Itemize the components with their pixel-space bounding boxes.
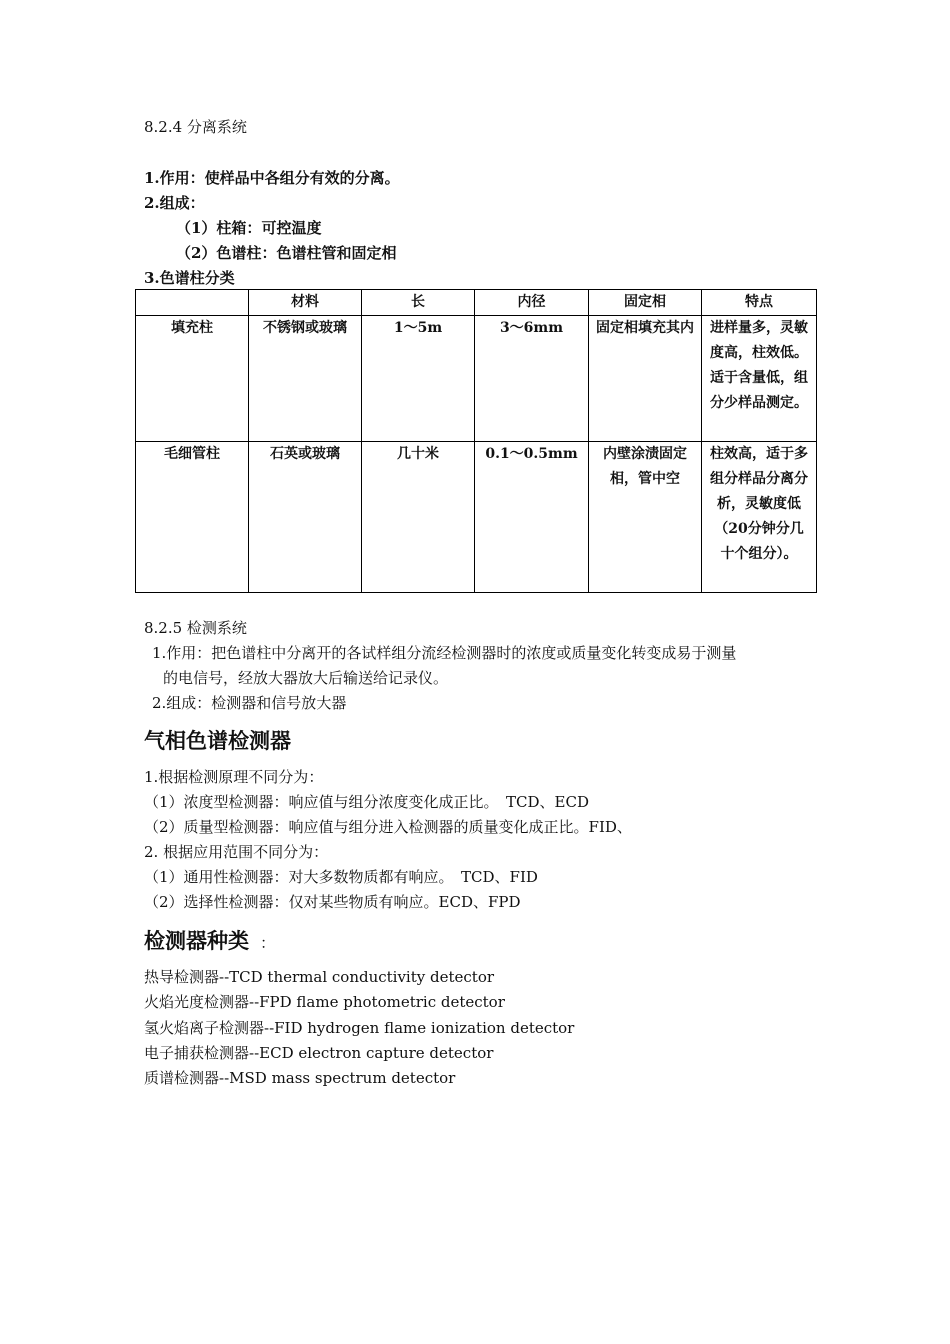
detector-types-colon: ： xyxy=(260,934,276,952)
gc-detector-heading: 气相色谱检测器 xyxy=(144,729,291,753)
role-line: 1.作用：使样品中各组分有效的分离。 xyxy=(144,169,400,187)
table-cell: 3～6mm xyxy=(475,316,589,442)
table-cell: 进样量多，灵敏度高，柱效低。适于含量低，组分少样品测定。 xyxy=(702,316,817,442)
gc-line: （1）浓度型检测器：响应值与组分浓度变化成正比。 TCD、ECD xyxy=(144,793,590,811)
composition-line: 2.组成： xyxy=(144,194,205,212)
table-cell: 固定相填充其内 xyxy=(589,316,702,442)
table-cell: 石英或玻璃 xyxy=(249,442,362,593)
table-header-cell: 固定相 xyxy=(589,290,702,316)
table-header-cell: 材料 xyxy=(249,290,362,316)
gc-line: （1）通用性检测器：对大多数物质都有响应。 TCD、FID xyxy=(144,868,538,886)
table-cell: 毛细管柱 xyxy=(136,442,249,593)
section-8-2-4-title: 8.2.4 分离系统 xyxy=(144,118,247,136)
gc-line: 2. 根据应用范围不同分为： xyxy=(144,843,329,861)
detector-types-heading-row xyxy=(144,927,275,955)
detection-composition-line: 2.组成：检测器和信号放大器 xyxy=(152,694,347,712)
detection-role-line-1: 1.作用：把色谱柱中分离开的各试样组分流经检测器时的浓度或质量变化转变成易于测量 xyxy=(152,644,737,662)
table-cell: 0.1～0.5mm xyxy=(475,442,589,593)
gc-line: 1.根据检测原理不同分为： xyxy=(144,768,324,786)
table-header-row xyxy=(136,290,817,316)
table-row xyxy=(136,316,817,442)
list-item: 质谱检测器--MSD mass spectrum detector xyxy=(144,1069,456,1087)
list-item: 氢火焰离子检测器--FID hydrogen flame ionization detector xyxy=(144,1019,575,1037)
table-cell: 1～5m xyxy=(362,316,475,442)
composition-item-2: （2）色谱柱：色谱柱管和固定相 xyxy=(176,244,397,262)
gc-line: （2）选择性检测器：仅对某些物质有响应。ECD、FPD xyxy=(144,893,521,911)
table-cell: 不锈钢或玻璃 xyxy=(249,316,362,442)
table-header-cell: 长 xyxy=(362,290,475,316)
table-header-cell: 内径 xyxy=(475,290,589,316)
table-header-cell xyxy=(136,290,249,316)
table-cell: 填充柱 xyxy=(136,316,249,442)
gc-line: （2）质量型检测器：响应值与组分进入检测器的质量变化成正比。FID、 xyxy=(144,818,632,836)
table-cell: 柱效高，适于多组分样品分离分析，灵敏度低（20分钟分几十个组分）。 xyxy=(702,442,817,593)
classification-line: 3.色谱柱分类 xyxy=(144,269,235,287)
detection-role-line-2: 的电信号，经放大器放大后输送给记录仪。 xyxy=(163,669,449,687)
table-cell: 内壁涂渍固定相，管中空 xyxy=(589,442,702,593)
list-item: 热导检测器--TCD thermal conductivity detector xyxy=(144,968,495,986)
list-item: 火焰光度检测器--FPD flame photometric detector xyxy=(144,993,505,1011)
table-cell: 几十米 xyxy=(362,442,475,593)
table-row xyxy=(136,442,817,593)
section-8-2-5-title: 8.2.5 检测系统 xyxy=(144,619,247,637)
detector-types-heading: 检测器种类 xyxy=(144,929,249,953)
column-classification-table xyxy=(135,289,817,593)
composition-item-1: （1）柱箱：可控温度 xyxy=(176,219,322,237)
list-item: 电子捕获检测器--ECD electron capture detector xyxy=(144,1044,494,1062)
table-header-cell: 特点 xyxy=(702,290,817,316)
